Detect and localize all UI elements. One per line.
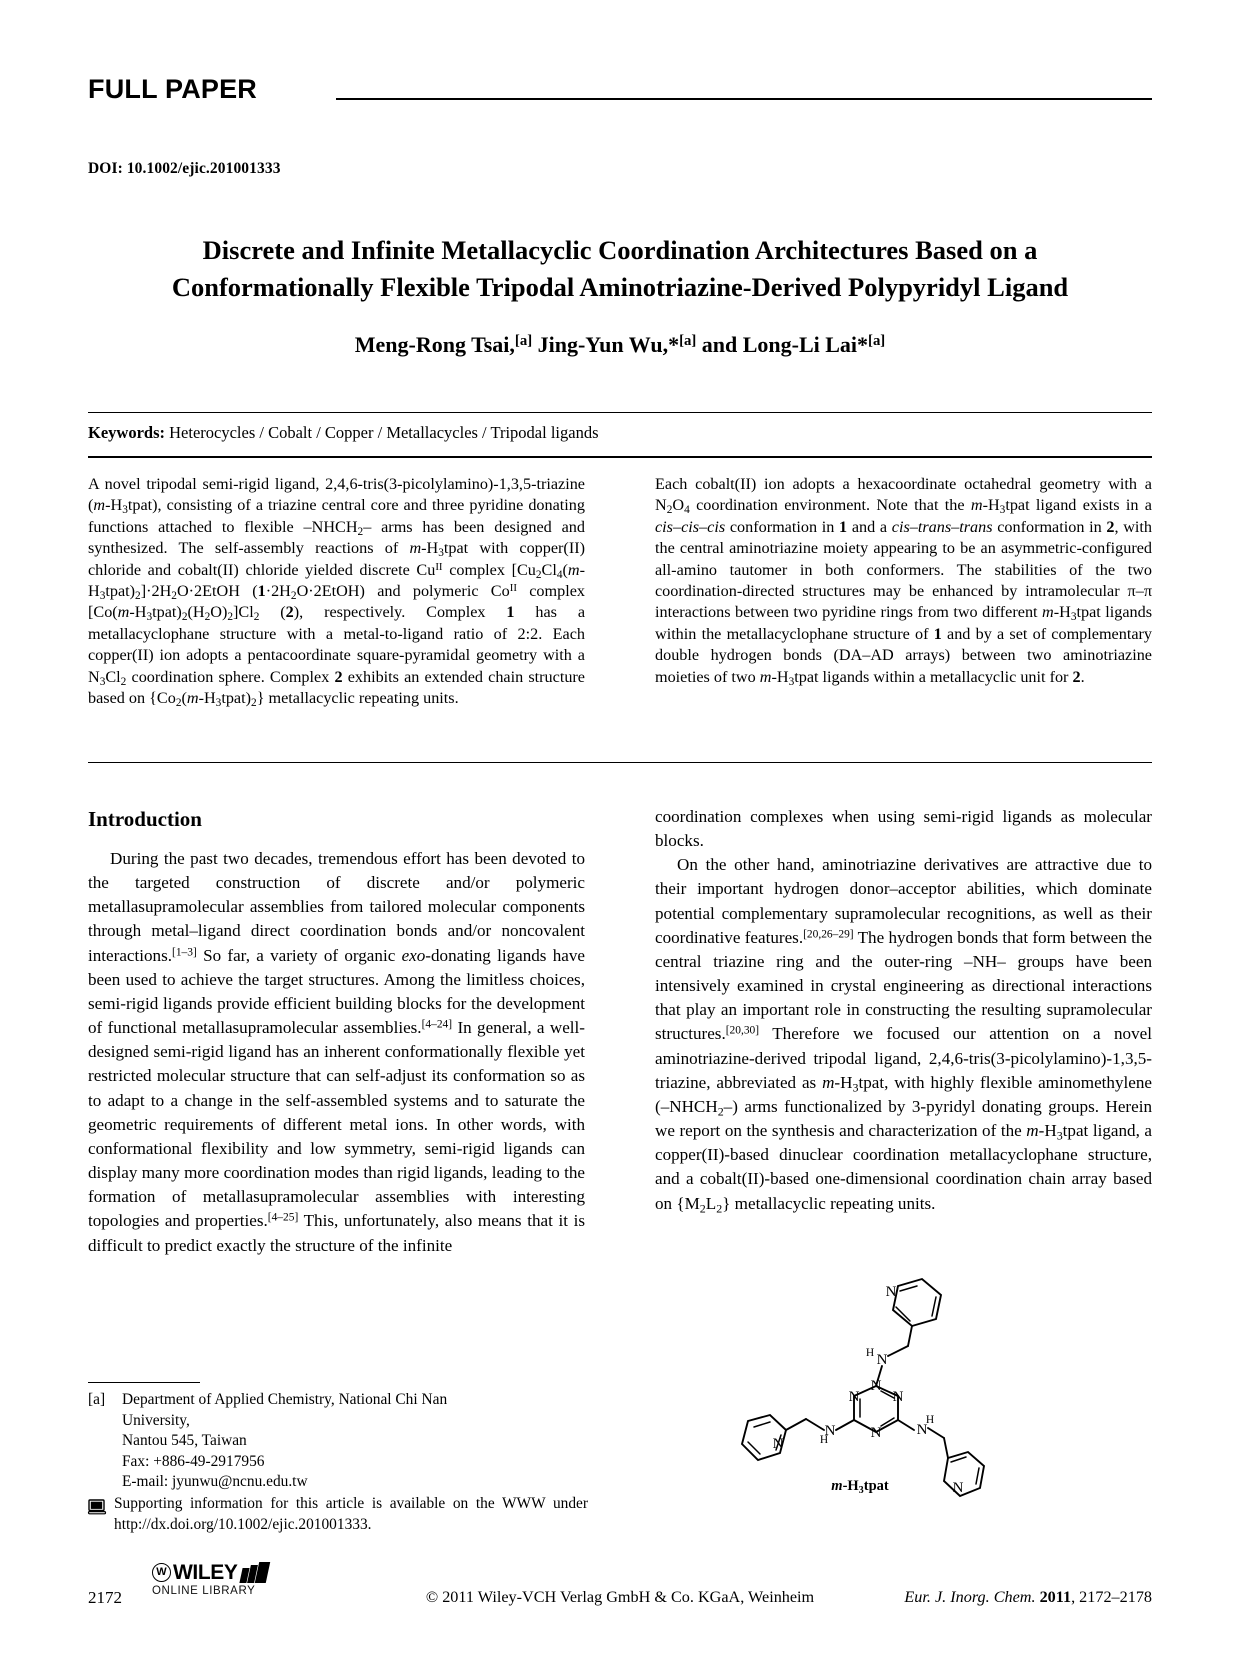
- scheme-caption: $m-H_3tpat$: [831, 1478, 889, 1496]
- running-head-title: FULL PAPER: [88, 74, 258, 104]
- citation-ref: [1–3]: [172, 946, 197, 959]
- keywords-label: Keywords:: [88, 423, 165, 442]
- abstract-paragraph: A novel tripodal semi-rigid ligand, 2,4,6-tris(3-picolylamino)-1,3,5-triazine $(m-H_3tpat)$, consisting of a triazine central core and three pyridine donating functions attached to flexible $-NHCH_2-$ arms has been designed and synthesized. The self-assembly reactions of $m-H_3tpat$ with copper(II) chloride and cobalt(II) chloride yielded discrete $Cu^{II}$ complex $[Cu_2Cl_4(m-H_3tpat)_2]\cdot 2H_2O\cdot 2EtOH$ $(1\cdot 2H_2O\cdot 2EtOH)$ and polymeric $Co^{II}$ complex $[Co(m-H_3tpat)_2(H_2O)_2]Cl_2$ (2), respectively. Complex 1 has a metallacyclophane structure with a metal-to-ligand ratio of 2:2. Each copper(II) ion adopts a pentacoordinate square-pyramidal geometry with a $N_3Cl_2$ coordination sphere. Complex 2 exhibits an extended chain structure based on $\{Co_2(m-H_3tpat)_2\}$ metallacyclic repeating units.: [88, 475, 586, 710]
- keywords: [88, 421, 1152, 445]
- affiliation-line: University,: [122, 1411, 190, 1429]
- affiliation-line: Department of Applied Chemistry, National Chi Nan: [122, 1391, 448, 1408]
- atom-label-h: H: [819, 1434, 829, 1446]
- citation-ref: [4–24]: [421, 1018, 453, 1031]
- footnote-rule: [88, 1382, 200, 1383]
- intro-paragraph-2: On the other hand, aminotriazine derivatives are attractive due to their important hydrogen donor–acceptor abilities, which dominate potential complementary supramolecular recognitions, as well as their coordinative features.[20,26–29] The hydrogen bonds that form between the central triazine ring and the outer-ring –NH– groups have been intensively examined in crystal engineering as directional interactions that play an important role in constructing the resulting supramolecular structures.[20,30] Therefore we focused our attention on a novel aminotriazine-derived tripodal ligand, 2,4,6-tris(3-picolylamino)-1,3,5-triazine, abbreviated as $m-H_3tpat$, with highly flexible aminomethylene $(-NHCH_2-)$ arms functionalized by 3-pyridyl donating groups. Herein we report on the synthesis and characterization of the $m-H_3tpat$ ligand, a copper(II)-based dinuclear coordination metallacyclophane structure, and a cobalt(II)-based one-dimensional coordination chain array based on $\{M_2L_2\}$ metallacyclic repeating units.: [655, 855, 1152, 1215]
- abstract-paragraph: Each cobalt(II) ion adopts a hexacoordinate octahedral geometry with a $N_2O_4$ coordination environment. Note that the $m-H_3tpat$ ligand exists in a cis–cis–cis conformation in 1 and a cis–trans–trans conformation in 2, with the central aminotriazine moiety appearing to be an asymmetric-configured all-amino tautomer in both conformers. The stabilities of the two coordination-directed structures may be enhanced by intramolecular π–π interactions between two pyridine rings from two different $m-H_3tpat$ ligands within the metallacyclophane structure of 1 and by a set of complementary double hydrogen bonds (DA–AD arrays) between two aminotriazine moieties of two $m-H_3tpat$ ligands within a metallacyclic unit for 2.: [655, 475, 1153, 688]
- page-number: 2172: [88, 1588, 122, 1607]
- atom-label-n: N: [876, 1352, 888, 1368]
- atom-label-n: N: [824, 1423, 836, 1439]
- chemical-structure-scheme: [710, 1270, 1010, 1500]
- atom-label-n: N: [870, 1425, 882, 1441]
- page-title: [100, 232, 1140, 306]
- author-list: Meng-Rong Tsai,[a] Jing-Yun Wu,*[a] and Long-Li Lai*[a]: [354, 332, 886, 357]
- footnote-block: [88, 1390, 588, 1535]
- journal-year: 2011: [1039, 1588, 1072, 1606]
- affiliation-marker: [a]: [868, 332, 886, 349]
- supporting-information-text[interactable]: Supporting information for this article is available on the WWW under http://dx.doi.org/10.1002/ejic.201001333.: [114, 1494, 588, 1533]
- wiley-w-mark-icon: [152, 1563, 171, 1582]
- journal-name: Eur. J. Inorg. Chem.: [904, 1588, 1036, 1606]
- affiliation-entry: [88, 1390, 588, 1493]
- citation-ref: [20,26–29]: [803, 928, 854, 941]
- body-right-column: [655, 805, 1152, 1216]
- keywords-rule-top: [88, 412, 1152, 413]
- keywords-value: Heterocycles / Cobalt / Copper / Metallacycles / Tripodal ligands: [169, 423, 599, 442]
- affiliation-marker: [a]: [514, 332, 533, 349]
- affiliation-tag: [a]: [88, 1391, 106, 1408]
- section-heading-introduction: Introduction: [88, 807, 202, 831]
- journal-pages: , 2172–2178: [1071, 1588, 1152, 1606]
- journal-citation: [904, 1588, 1152, 1607]
- affiliation-marker: [a]: [679, 332, 697, 349]
- running-head-rule: [336, 98, 1152, 100]
- abstract-rule: [88, 762, 1152, 763]
- intro-paragraph-1-continued: coordination complexes when using semi-rigid ligands as molecular blocks.: [655, 807, 1152, 851]
- atom-label-n: N: [892, 1389, 904, 1405]
- fax-line: Fax: +886-49-2917956: [122, 1452, 265, 1470]
- body-left-column: [88, 805, 585, 1258]
- computer-monitor-icon: [88, 1494, 114, 1522]
- atom-label-n: N: [952, 1480, 964, 1496]
- copyright-notice: © 2011 Wiley-VCH Verlag GmbH & Co. KGaA, Weinheim: [425, 1588, 815, 1606]
- wiley-wordmark: WILEY: [173, 1560, 238, 1584]
- supporting-information-entry: [88, 1494, 588, 1535]
- wiley-sub-wordmark: ONLINE LIBRARY: [152, 1585, 256, 1597]
- doi-text: DOI: 10.1002/ejic.201001333: [88, 160, 281, 177]
- wiley-mark-letter: W: [156, 1565, 167, 1578]
- citation-ref: [20,30]: [725, 1024, 760, 1037]
- atom-label-h: H: [865, 1347, 875, 1359]
- running-head: [88, 72, 1152, 112]
- atom-label-n: N: [870, 1378, 882, 1394]
- title-line-1: Discrete and Infinite Metallacyclic Coordination Architectures Based on a: [202, 235, 1038, 265]
- atom-label-n: N: [772, 1436, 784, 1452]
- citation-ref: [4–25]: [267, 1211, 299, 1224]
- abstract-right-column: [655, 474, 1152, 688]
- keywords-rule-bottom: [88, 456, 1152, 458]
- atom-label-n: N: [885, 1284, 897, 1300]
- book-stack-icon: [241, 1561, 271, 1583]
- atom-label-n: N: [916, 1422, 928, 1438]
- affiliation-address: [122, 1390, 588, 1493]
- abstract-left-column: [88, 474, 585, 709]
- atom-label-n: N: [848, 1389, 860, 1405]
- affiliation-line: Nantou 545, Taiwan: [122, 1432, 247, 1450]
- atom-label-h: H: [925, 1414, 935, 1426]
- intro-paragraph-1: During the past two decades, tremendous effort has been devoted to the targeted construction of discrete and/or polymeric metallasupramolecular assemblies from tailored molecular components through metal–ligand direct coordination bonds and/or noncovalent interactions.[1–3] So far, a variety of organic exo-donating ligands have been used to achieve the target structures. Among the limitless choices, semi-rigid ligands provide efficient building blocks for the development of functional metallasupramolecular assemblies.[4–24] In general, a well-designed semi-rigid ligand has an inherent conformationally flexible yet restricted molecular structure that can self-adjust its conformation so as to adapt to a change in the self-assembled systems and to saturate the geometric requirements of different metal ions. In other words, with conformational flexibility and low symmetry, semi-rigid ligands can display many more coordination modes than rigid ligands, leading to the formation of metallasupramolecular assemblies with interesting topologies and properties.[4–25] This, unfortunately, also means that it is difficult to predict exactly the structure of the infinite: [88, 849, 585, 1255]
- email-line[interactable]: E-mail: jyunwu@ncnu.edu.tw: [122, 1473, 308, 1491]
- title-line-2: Conformationally Flexible Tripodal Aminotriazine-Derived Polypyridyl Ligand: [171, 272, 1069, 302]
